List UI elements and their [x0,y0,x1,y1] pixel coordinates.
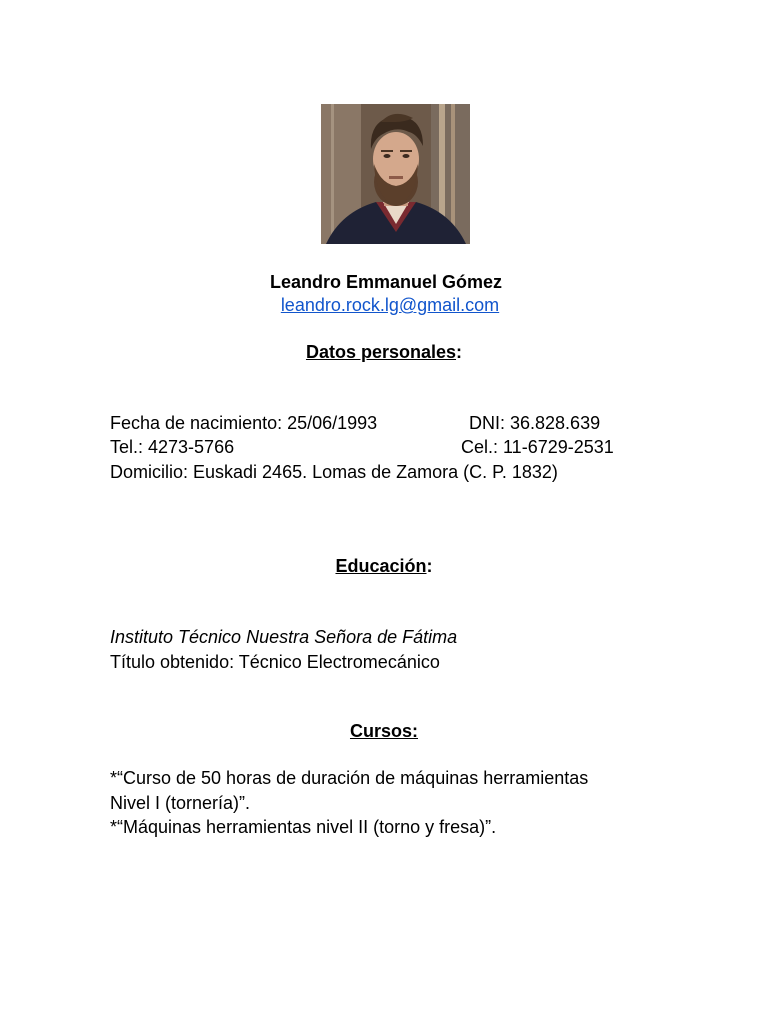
course-line-2: Nivel I (tornería)”. [110,793,251,813]
degree-title: Título obtenido: Técnico Electromecánico [110,652,440,672]
email-link[interactable]: leandro.rock.lg@gmail.com [280,295,500,315]
heading-text: Educación [335,556,427,576]
profile-photo [321,104,470,244]
portrait-image [321,104,470,244]
full-name: Leandro Emmanuel Gómez [269,272,503,292]
section-heading-courses [0,721,768,742]
heading-colon: : [456,342,463,362]
birth-date: Fecha de nacimiento: 25/06/1993 [110,413,378,433]
cellphone: Cel.: 11-6729-2531 [461,437,614,457]
telephone: Tel.: 4273-5766 [110,437,235,457]
address: Domicilio: Euskadi 2465. Lomas de Zamora (C. P. 1832) [110,462,558,482]
course-line-1: *“Curso de 50 horas de duración de máquinas herramientas [110,768,589,788]
course-line-3: *“Máquinas herramientas nivel II (torno y fresa)”. [110,817,497,837]
dni: DNI: 36.828.639 [469,413,601,433]
heading-text: Datos personales [305,342,457,362]
institute-name: Instituto Técnico Nuestra Señora de Fátima [110,627,458,647]
heading-text: Cursos: [349,721,418,741]
section-heading-education [0,556,768,577]
heading-colon: : [426,556,433,576]
section-heading-personal [0,342,768,363]
